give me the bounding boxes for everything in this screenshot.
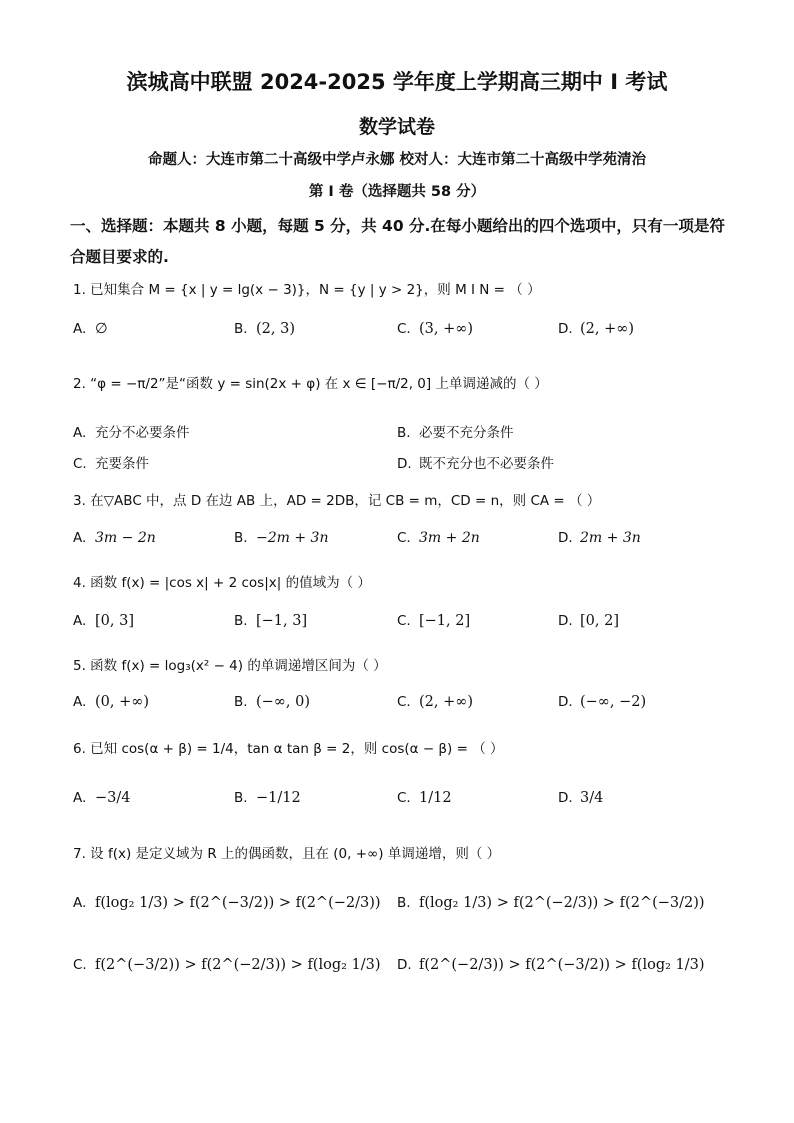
exam-subtitle: 数学试卷 (358, 116, 435, 138)
question-stem: 1. 已知集合 M = {x | y = lg(x − 3)}，N = {y | y > 2}，则 M Ⅰ N = （ ） (73, 282, 541, 298)
option-c[interactable] (397, 321, 473, 337)
option-text: 1/12 (419, 790, 452, 806)
option-a[interactable] (73, 790, 131, 806)
option-text: 既不充分也不必要条件 (419, 456, 554, 472)
option-text: 必要不充分条件 (419, 425, 514, 441)
option-text: (3, +∞) (419, 321, 473, 337)
option-text: f(log₂ 1/3) > f(2^(−2/3)) > f(2^(−3/2)) (419, 895, 705, 911)
option-letter: D. (397, 957, 412, 973)
option-letter: B. (397, 895, 411, 911)
exam-title: 滨城高中联盟 2024-2025 学年度上学期高三期中 Ⅰ 考试 (126, 70, 668, 94)
option-b[interactable] (234, 321, 295, 337)
option-text: [0, 3] (95, 613, 134, 629)
option-d[interactable] (558, 790, 603, 806)
question-stem: 6. 已知 cos(α + β) = 1/4，tan α tan β = 2，则 cos(α − β) = （ ） (73, 741, 504, 757)
option-a[interactable] (73, 321, 108, 337)
option-text: 2m + 3n (580, 530, 641, 546)
option-b[interactable] (234, 613, 307, 629)
option-text: 充分不必要条件 (95, 425, 190, 441)
option-text: (0, +∞) (95, 694, 149, 710)
option-b[interactable] (234, 694, 310, 710)
option-b[interactable] (234, 790, 301, 806)
option-letter: B. (234, 694, 248, 710)
option-letter: D. (397, 456, 412, 472)
option-letter: B. (397, 425, 411, 441)
option-letter: C. (397, 613, 411, 629)
option-letter: C. (73, 456, 87, 472)
option-letter: C. (397, 694, 411, 710)
option-letter: C. (397, 321, 411, 337)
option-d[interactable] (397, 957, 705, 973)
option-text: −3/4 (95, 790, 131, 806)
section-heading: 第 I 卷（选择题共 58 分） (308, 184, 486, 200)
option-text: [−1, 2] (419, 613, 471, 629)
question-stem: 4. 函数 f(x) = |cos x| + 2 cos|x| 的值域为（ ） (73, 575, 371, 591)
question-1 (73, 278, 541, 298)
option-text: (2, 3) (256, 321, 295, 337)
option-a[interactable] (73, 530, 156, 546)
option-text: −2m + 3n (256, 530, 329, 546)
question-3 (73, 489, 600, 509)
question-6 (73, 737, 504, 757)
option-a[interactable] (73, 895, 381, 911)
option-b[interactable] (397, 895, 705, 911)
option-letter: A. (73, 613, 87, 629)
option-letter: B. (234, 790, 248, 806)
option-a[interactable] (73, 421, 190, 441)
question-stem: 5. 函数 f(x) = log₃(x² − 4) 的单调递增区间为（ ） (73, 658, 387, 674)
option-text: (−∞, 0) (256, 694, 310, 710)
option-b[interactable] (397, 421, 514, 441)
option-letter: A. (73, 790, 87, 806)
option-d[interactable] (558, 694, 646, 710)
option-text: (2, +∞) (580, 321, 634, 337)
question-stem: 3. 在▽ABC 中，点 D 在边 AB 上，AD = 2DB，记 CB = m，CD = n，则 CA = （ ） (73, 493, 601, 509)
option-text: 3m + 2n (419, 530, 480, 546)
authors-line: 命题人：大连市第二十高级中学卢永娜 校对人：大连市第二十高级中学苑清治 (147, 152, 647, 168)
option-letter: C. (397, 530, 411, 546)
question-stem: 2. “φ = −π/2”是“函数 y = sin(2x + φ) 在 x ∈ [−π/2, 0] 上单调递减的（ ） (73, 376, 548, 392)
option-text: ∅ (95, 321, 108, 337)
option-c[interactable] (397, 694, 473, 710)
option-letter: B. (234, 321, 248, 337)
option-d[interactable] (558, 530, 641, 546)
option-b[interactable] (234, 530, 328, 546)
option-letter: A. (73, 425, 87, 441)
option-a[interactable] (73, 694, 149, 710)
option-letter: A. (73, 895, 87, 911)
option-text: [0, 2] (580, 613, 619, 629)
option-text: f(2^(−2/3)) > f(2^(−3/2)) > f(log₂ 1/3) (419, 957, 705, 973)
option-text: f(log₂ 1/3) > f(2^(−3/2)) > f(2^(−2/3)) (95, 895, 381, 911)
option-a[interactable] (73, 613, 134, 629)
option-text: 充要条件 (95, 456, 149, 472)
option-text: −1/12 (256, 790, 301, 806)
option-c[interactable] (397, 790, 452, 806)
question-4 (73, 571, 371, 591)
option-d[interactable] (558, 613, 619, 629)
option-text: 3/4 (580, 790, 604, 806)
option-letter: D. (558, 321, 573, 337)
option-letter: D. (558, 790, 573, 806)
question-2 (73, 372, 548, 392)
option-c[interactable] (73, 957, 381, 973)
option-text: 3m − 2n (95, 530, 156, 546)
option-letter: D. (558, 694, 573, 710)
option-letter: D. (558, 613, 573, 629)
option-text: (2, +∞) (419, 694, 473, 710)
option-text: (−∞, −2) (580, 694, 647, 710)
option-letter: A. (73, 530, 87, 546)
option-c[interactable] (397, 613, 470, 629)
option-letter: B. (234, 530, 248, 546)
option-text: f(2^(−3/2)) > f(2^(−2/3)) > f(log₂ 1/3) (95, 957, 381, 973)
option-d[interactable] (397, 452, 554, 472)
option-d[interactable] (558, 321, 634, 337)
option-letter: B. (234, 613, 248, 629)
question-7 (73, 842, 500, 862)
option-c[interactable] (73, 452, 149, 472)
instructions: 一、选择题：本题共 8 小题，每题 5 分，共 40 分.在每小题给出的四个选项中，只有一项是符合题目要求的. (70, 217, 725, 266)
question-5 (73, 654, 387, 674)
option-c[interactable] (397, 530, 480, 546)
question-stem: 7. 设 f(x) 是定义域为 R 上的偶函数，且在 (0, +∞) 单调递增，则（ ） (73, 846, 501, 862)
option-letter: C. (73, 957, 87, 973)
option-text: [−1, 3] (256, 613, 308, 629)
option-letter: D. (558, 530, 573, 546)
option-letter: C. (397, 790, 411, 806)
option-letter: A. (73, 694, 87, 710)
option-letter: A. (73, 321, 87, 337)
